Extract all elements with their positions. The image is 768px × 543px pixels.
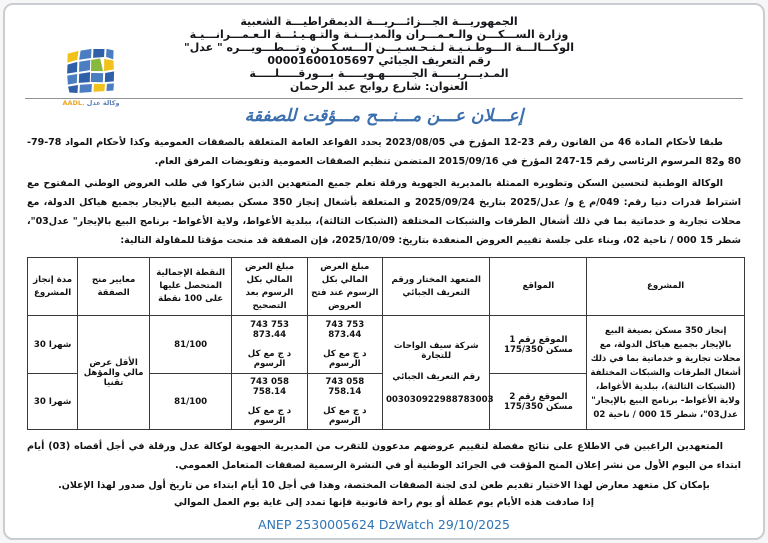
col-header-bidder: المتعهد المختار ورقم التعريف الجبائي xyxy=(382,258,490,316)
offer-corrected-cell-1 xyxy=(232,316,307,374)
announcement-title: إعـــلان عـــن مـــنـــح مـــؤقت للصفقة xyxy=(244,106,524,126)
offer-opening-note-2: د ج مع كل الرسوم xyxy=(323,406,367,426)
bidder-cell xyxy=(382,316,494,430)
header-line-republic: الجمهوريـــة الجـــزائـــريـــة الديمقراطيـــة الشعبية xyxy=(240,15,518,28)
announcement-page xyxy=(3,3,765,540)
duration-cell-2: 30 شهرا xyxy=(28,374,78,430)
header-line-agency: الوكـــالـــة الـــوطـنـيـة لـتـحـسـيـــن الـــسـكـــن وتـــطـــويـــره " عدل" xyxy=(184,41,574,54)
notes-section xyxy=(5,437,763,511)
site-2-label: الموقع رقم 2 xyxy=(509,391,568,402)
col-header-total-score: النقطة الإجمالية المتحصل عليها على 100 نقطة xyxy=(149,258,231,316)
offer-corrected-amount-2: 743 058 758.14 xyxy=(250,377,289,397)
header-line-ministry: وزارة الســـكـــن والـعـمـــران والمديـــنـة والتـهـيـئـــة الـعـمـــرانـــيـة xyxy=(189,28,569,41)
site-1-cell xyxy=(490,316,587,374)
paragraph-award-details: الوكالة الوطنية لتحسين السكن وتطويره الممثلة بالمديرية الجهوية ورقلة تعلم جميع المتعهدين الذين شاركوا في طلب العروض الوطني المفتوح مع اشتراط قدرات دنيا رقم: 049/م ع و/ عدل/2025 بتاريخ 2025/09/24 و المتعلقة بأشغال إنجاز 350 مسكن بصيغة البيع بالإيجار بجميع هياكل الدولة، مع محلات تجارية و خدماتية بما في ذلك أشغال الطرقات والشبكات المختلفة (الشبكات الثالثة)، ببلدية الأغواط، ولاية الأغواط- برنامج البيع بالإيجار" عدل03"، شطر 15 000 / ناحية 02، وبناء على جلسة تقييم العروض المنعقدة بتاريخ: 2025/10/09، فإن الصفقة قد منحت مؤقتا للمقاولة التالية: xyxy=(27,178,741,246)
site-1-label: الموقع رقم 1 xyxy=(509,334,568,345)
site-2-units: 175/350 مسكن xyxy=(503,401,573,412)
bidder-name: شركة سيف الواحات للتجارة xyxy=(393,340,479,361)
offer-opening-cell-2 xyxy=(307,374,382,430)
header-line-directorate: المـديـــريـــــة الجـــــــهـويـــــة بـــورقـــــلـــــة xyxy=(249,67,509,80)
site-1-units: 175/350 مسكن xyxy=(503,344,573,355)
site-2-cell xyxy=(490,374,587,430)
header-line-address: العنوان: شارع روابح عبد الرحمان xyxy=(289,80,469,93)
col-header-offer-after-correction: مبلغ العرض المالي بكل الرسوم بعد التصحيح xyxy=(232,258,307,316)
bidder-tax-id: 003030922988783003 xyxy=(385,394,494,405)
logo-caption xyxy=(59,99,123,107)
offer-opening-amount-1: 743 753 873.44 xyxy=(325,320,365,340)
note-appeal-deadline: بإمكان كل متعهد معارض لهذا الاختيار تقديم طعن لدى لجنة الصفقات المختصة، وهذا في أجل 10 أيام ابتداء من تاريخ أول صدور لهذا الإعلان. xyxy=(58,480,710,491)
header-divider xyxy=(25,98,743,99)
offer-corrected-amount-1: 743 753 873.44 xyxy=(250,320,289,340)
offer-corrected-note-2: د ج مع كل الرسوم xyxy=(247,406,292,426)
logo-caption-ar: وكالة عدل xyxy=(86,99,120,107)
award-criteria-cell: الأقل عرض مالي والمؤهل تقنيا xyxy=(78,316,150,430)
aadl-mosaic-logo-icon xyxy=(65,49,117,93)
header-line-tax-id: رقم التعريف الجبائي 00001600105697 xyxy=(267,54,491,67)
offer-opening-cell-1 xyxy=(307,316,382,374)
body-text xyxy=(5,133,763,250)
duration-cell-1: 30 شهرا xyxy=(28,316,78,374)
note-holiday-extension: إذا صادفت هذه الأيام يوم عطلة أو يوم راحة قانونية فإنها تمدد إلى غاية يوم العمل الموالي xyxy=(173,497,595,508)
table-header-row xyxy=(28,258,745,316)
logo-caption-en: .AADL xyxy=(62,99,85,107)
table-row-site-1 xyxy=(28,316,745,374)
score-cell-1: 81/100 xyxy=(149,316,231,374)
offer-corrected-note-1: د ج مع كل الرسوم xyxy=(247,349,292,369)
col-header-duration: مدة إنجاز المشروع xyxy=(28,258,78,316)
col-header-award-criteria: معايير منح الصفقة xyxy=(78,258,150,316)
aadl-logo xyxy=(59,49,123,107)
results-table xyxy=(27,257,745,430)
col-header-sites: المواقع xyxy=(490,258,587,316)
project-cell: إنجاز 350 مسكن بصيغة البيع بالإيجار بجميع هياكل الدولة، مع محلات تجارية و خدماتية بما في ذلك أشغال الطرقات والشبكات المختلفة (الشبكات الثالثة)، ببلدية الأغواط، ولاية الأغواط- برنامج البيع بالإيجار" عدل03"، شطر 15 000 / ناحية 02 xyxy=(587,316,745,430)
note-results-consultation: المتعهدين الراغبين في الاطلاع على نتائج مفصلة لتقييم عروضهم مدعوون للتقرب من المديرية الجهوية لوكالة عدل ورقلة في أجل أقصاه (03) أيام ابتداء من اليوم الأول من نشر إعلان المنح المؤقت في الجرائد الوطنية أو في النشرة الرسمية لصفقات المتعامل العمومي. xyxy=(27,441,741,471)
bidder-tax-label: رقم التعريف الجبائي xyxy=(392,371,481,382)
offer-opening-amount-2: 743 058 758.14 xyxy=(325,377,365,397)
letterhead xyxy=(5,5,763,107)
score-cell-2: 81/100 xyxy=(149,374,231,430)
paragraph-legal-basis: طبقا لأحكام المادة 46 من القانون رقم 23-12 المؤرخ في 2023/08/05 يحدد القواعد العامة المتعلقة بالصفقات العمومية وكذا لأحكام المواد 78-79-80 و82 المرسوم الرئاسي رقم 15-247 المؤرخ في 2015/09/16 المتضمن تنظيم الصفقات العمومية وتفويضات المرفق العام. xyxy=(27,137,741,167)
col-header-offer-at-opening: مبلغ العرض المالي بكل الرسوم عند فتح العروض xyxy=(307,258,382,316)
anep-reference: ANEP 2530005624 DzWatch 29/10/2025 xyxy=(258,517,510,532)
offer-corrected-cell-2 xyxy=(232,374,307,430)
col-header-project: المشروع xyxy=(587,258,745,316)
offer-opening-note-1: د ج مع كل الرسوم xyxy=(323,349,367,369)
